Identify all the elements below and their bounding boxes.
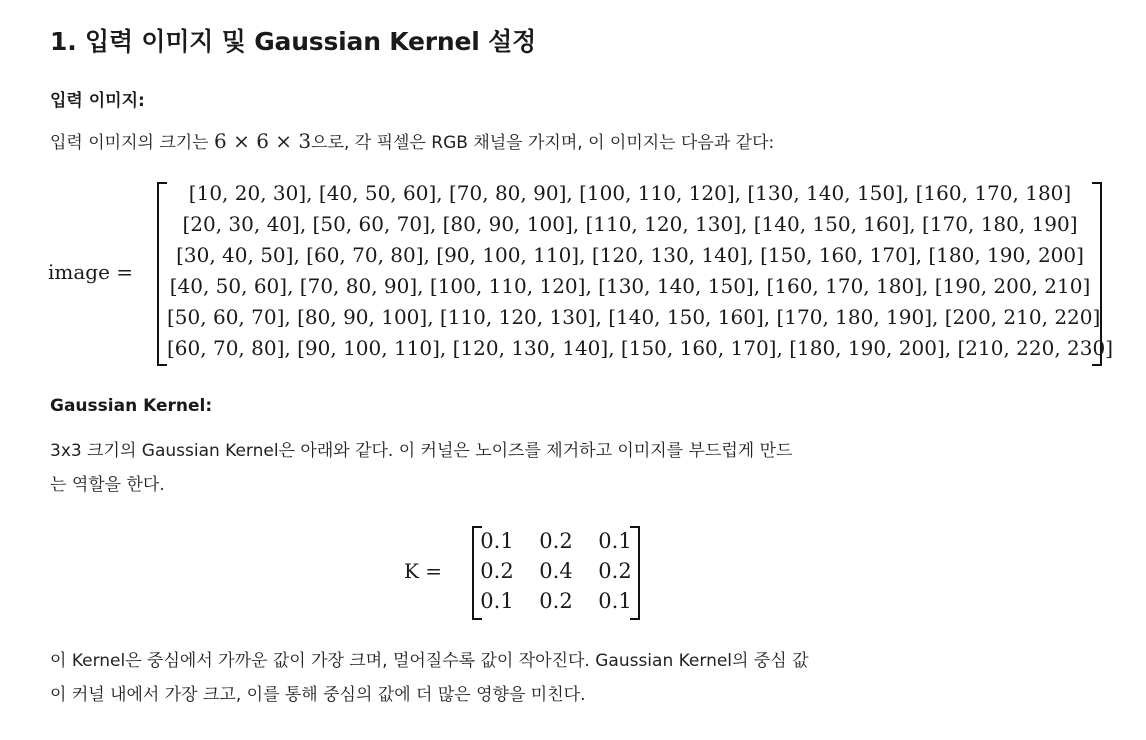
gaussian-desc-line1: 3x3 크기의 Gaussian Kernel은 아래와 같다. 이 커널은 노이즈를 제거하고 이미지를 부드럽게 만드 [50,441,793,461]
kernel-cell: 0.1 [598,529,632,553]
kernel-cell: 0.2 [480,559,514,583]
kernel-cell: 0.4 [539,559,573,583]
closing-line2: 이 커널 내에서 가장 크고, 이를 통해 중심의 값에 더 많은 영향을 미친다. [50,685,586,705]
image-row-6: [60, 70, 80], [90, 100, 110], [120, 130, 140], [150, 160, 170], [180, 190, 200], [210, 220, 230] [167,336,1114,360]
closing-paragraph [50,644,809,712]
desc-before: 입력 이미지의 크기는 [50,133,215,153]
kernel-cell: 0.2 [539,529,573,553]
image-row-4: [40, 50, 60], [70, 80, 90], [100, 110, 120], [130, 140, 150], [160, 170, 180], [190, 200, 210] [169,274,1091,298]
gaussian-description [50,434,792,502]
image-left-bracket [157,182,167,366]
desc-after: 으로, 각 픽셀은 RGB 채널을 가지며, 이 이미지는 다음과 같다: [311,133,775,153]
input-image-description [50,124,774,160]
closing-line1: 이 Kernel은 중심에서 가까운 값이 가장 크며, 멀어질수록 값이 작아진다. Gaussian Kernel의 중심 값 [50,651,809,671]
image-lhs: image = [48,260,134,284]
kernel-cell: 0.1 [480,589,514,613]
image-row-3: [30, 40, 50], [60, 70, 80], [90, 100, 110], [120, 130, 140], [150, 160, 170], [180, 190, 200] [176,243,1084,267]
kernel-cell: 0.1 [480,529,514,553]
image-row-5: [50, 60, 70], [80, 90, 100], [110, 120, 130], [140, 150, 160], [170, 180, 190], [200, 210, 220] [167,305,1101,329]
kernel-cell: 0.1 [598,589,632,613]
section-heading: 1. 입력 이미지 및 Gaussian Kernel 설정 [50,27,537,56]
gaussian-desc-line2: 는 역할을 한다. [50,475,165,495]
input-image-subheading: 입력 이미지: [50,91,145,111]
gaussian-subheading: Gaussian Kernel: [50,396,213,416]
kernel-lhs: K = [404,559,443,583]
image-row-1: [10, 20, 30], [40, 50, 60], [70, 80, 90], [100, 110, 120], [130, 140, 150], [160, 170, 180] [188,181,1072,205]
image-row-2: [20, 30, 40], [50, 60, 70], [80, 90, 100], [110, 120, 130], [140, 150, 160], [170, 180, 190] [182,212,1078,236]
desc-math: 6 × 6 × 3 [214,129,312,153]
kernel-cell: 0.2 [539,589,573,613]
kernel-cell: 0.2 [598,559,632,583]
